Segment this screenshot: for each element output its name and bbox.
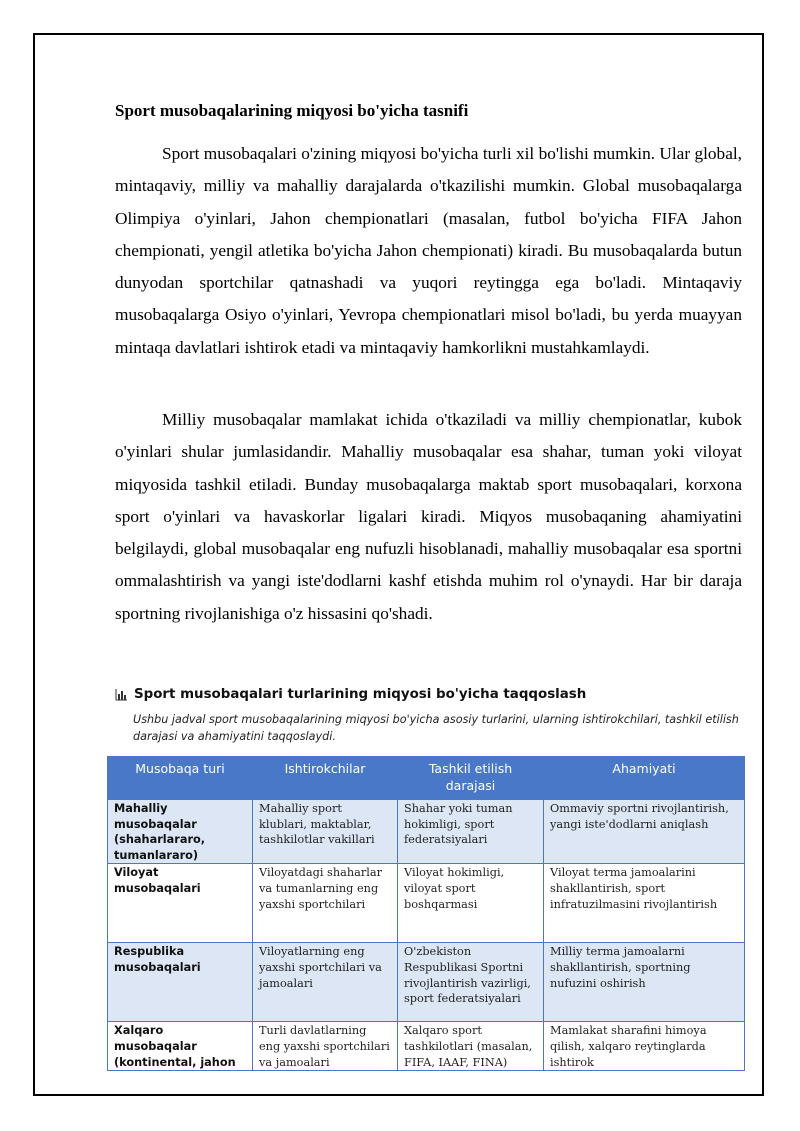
table-row xyxy=(108,864,745,943)
bar-chart-icon xyxy=(115,688,128,701)
header-cell: Ahamiyati xyxy=(544,757,745,800)
table-cell: Respublika musobaqalari xyxy=(108,943,253,1022)
table-cell: Viloyat musobaqalari xyxy=(108,864,253,943)
table-cell: Mahalliy musobaqalar (shaharlararo, tumanlararo) xyxy=(108,800,253,864)
table-header-row xyxy=(108,757,745,800)
paragraph-2: Milliy musobaqalar mamlakat ichida o'tkaziladi va milliy chempionatlar, kubok o'yinlari shular jumlasidandir. Mahalliy musobaqalar esa shahar, tuman yoki viloyat miqyosida tashkil etiladi. Bunday musobaqalarga maktab sport musobaqalari, korxona sport o'yinlari va havaskorlar ligalari kiradi. Miqyos musobaqaning ahamiyatini belgilaydi, global musobaqalar eng nufuzli hisoblanadi, mahalliy musobaqalar esa sportni ommalashtirish va yangi iste'dodlarni kashf etishda muhim rol o'ynaydi. Har bir daraja sportning rivojlanishiga o'z hissasini qo'shadi. xyxy=(115,410,742,623)
table-cell: Ommaviy sportni rivojlantirish, yangi iste'dodlarni aniqlash xyxy=(544,800,745,864)
table-cell: Viloyat hokimligi, viloyat sport boshqarmasi xyxy=(398,864,544,943)
table-cell: Xalqaro musobaqalar (kontinental, jahon xyxy=(108,1022,253,1071)
table-cell: Milliy terma jamoalarni shakllantirish, sportning nufuzini oshirish xyxy=(544,943,745,1022)
header-cell: Tashkil etilish darajasi xyxy=(398,757,544,800)
table-cell: Mahalliy sport klublari, maktablar, tashkilotlar vakillari xyxy=(253,800,398,864)
header-cell: Ishtirokchilar xyxy=(253,757,398,800)
table-caption xyxy=(115,684,755,704)
table-caption-text: Sport musobaqalari turlarining miqyosi bo'yicha taqqoslash xyxy=(134,686,587,702)
header-cell: Musobaqa turi xyxy=(108,757,253,800)
section-title: Sport musobaqalarining miqyosi bo'yicha tasnifi xyxy=(115,101,469,120)
table-cell: Shahar yoki tuman hokimligi, sport federatsiyalari xyxy=(398,800,544,864)
table-cell: Mamlakat sharafini himoya qilish, xalqaro reytinglarda ishtirok xyxy=(544,1022,745,1071)
table-cell: Turli davlatlarning eng yaxshi sportchilari va jamoalari xyxy=(253,1022,398,1071)
table-row xyxy=(108,800,745,864)
table-row xyxy=(108,943,745,1022)
table-cell: Viloyatlarning eng yaxshi sportchilari va jamoalari xyxy=(253,943,398,1022)
table-cell: O'zbekiston Respublikasi Sportni rivojlantirish vazirligi, sport federatsiyalari xyxy=(398,943,544,1022)
table-cell: Viloyat terma jamoalarini shakllantirish, sport infratuzilmasini rivojlantirish xyxy=(544,864,745,943)
comparison-table xyxy=(107,756,745,1071)
table-cell: Xalqaro sport tashkilotlari (masalan, FIFA, IAAF, FINA) xyxy=(398,1022,544,1071)
paragraph-1: Sport musobaqalari o'zining miqyosi bo'yicha turli xil bo'lishi mumkin. Ular global, mintaqaviy, milliy va mahalliy darajalarda o'tkazilishi mumkin. Global musobaqalarga Olimpiya o'yinlari, Jahon chempionatlari (masalan, futbol bo'yicha FIFA Jahon chempionati, yengil atletika bo'yicha Jahon chempionati) kiradi. Bu musobaqalarda butun dunyodan sportchilar qatnashadi va yuqori reytingga ega bo'ladi. Mintaqaviy musobaqalarga Osiyo o'yinlari, Yevropa chempionatlari misol bo'ladi, bu yerda muayyan mintaqa davlatlari ishtirok etadi va mintaqaviy hamkorlikni mustahkamlaydi. xyxy=(115,144,742,357)
table-row xyxy=(108,1022,745,1071)
table-description: Ushbu jadval sport musobaqalarining miqyosi bo'yicha asosiy turlarini, ularning ishtirokchilari, tashkil etilish darajasi va ahamiyatini taqqoslaydi. xyxy=(133,713,739,743)
table-cell: Viloyatdagi shaharlar va tumanlarning eng yaxshi sportchilari xyxy=(253,864,398,943)
